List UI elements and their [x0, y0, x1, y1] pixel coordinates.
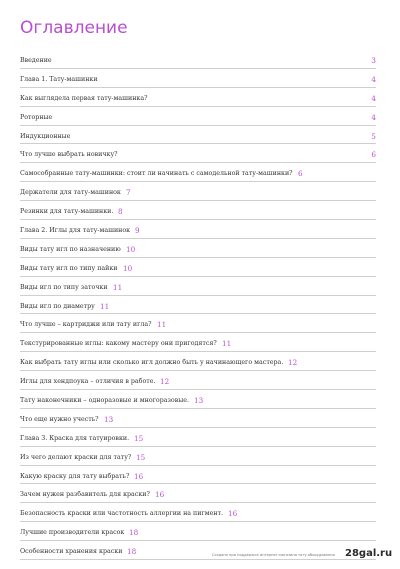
toc-row[interactable]	[20, 428, 376, 447]
toc-row-page: 15	[134, 433, 144, 443]
toc-row[interactable]	[20, 484, 376, 503]
page-title: Оглавление	[20, 18, 128, 38]
toc-row-title: Глава 1. Тату-машинки	[20, 75, 98, 83]
toc-row-page: 16	[134, 471, 144, 481]
toc-row-page: 6	[371, 150, 376, 160]
toc-row-title: Лучшие производители красок	[20, 529, 125, 537]
toc-row-page: 3	[371, 56, 376, 65]
toc-row-title: Тату наконечники – одноразовые и многоразовые.	[20, 397, 190, 405]
toc-row-title: Из чего делают краски для тату?	[20, 453, 132, 461]
toc-row-title: Держатели для тату-машинок	[20, 189, 121, 197]
toc-row-title: Что лучше – картриджи или тату игла?	[20, 321, 152, 329]
toc-row[interactable]	[20, 409, 376, 428]
toc-row-title: Что еще нужно учесть?	[20, 415, 99, 423]
table-of-contents	[20, 50, 376, 560]
toc-row[interactable]	[20, 220, 376, 239]
toc-row[interactable]	[20, 50, 376, 69]
toc-row-page: 13	[104, 414, 114, 424]
toc-row-page: 10	[123, 263, 133, 273]
toc-row[interactable]	[20, 69, 376, 88]
toc-row-title: Текстурированные иглы: какому мастеру они пригодятся?	[20, 340, 217, 348]
toc-row-page: 4	[371, 74, 376, 84]
toc-row-title: Особенности хранения краски	[20, 548, 123, 556]
toc-row-page: 6	[298, 169, 303, 179]
toc-row-title: Виды игл по диаметру	[20, 302, 95, 310]
toc-row-page: 18	[127, 547, 137, 557]
toc-row-page: 16	[155, 490, 165, 500]
toc-row-title: Индукционные	[20, 132, 71, 140]
toc-row-page: 11	[100, 301, 110, 311]
toc-row-page: 4	[371, 112, 376, 122]
toc-row-title: Какую краску для тату выбрать?	[20, 472, 130, 480]
toc-row[interactable]	[20, 107, 376, 126]
toc-row-title: Самособранные тату-машинки: стоит ли начинать с самодельной тату-машинки?	[20, 170, 293, 178]
toc-row[interactable]	[20, 88, 376, 107]
toc-row[interactable]	[20, 447, 376, 466]
toc-row-page: 18	[129, 528, 139, 538]
toc-row[interactable]	[20, 182, 376, 201]
toc-row[interactable]	[20, 126, 376, 145]
toc-row-page: 8	[118, 207, 123, 217]
toc-row-title: Как выглядела первая тату-машинка?	[20, 94, 148, 102]
toc-row-title: Виды игл по типу заточки	[20, 283, 108, 291]
toc-row-page: 16	[228, 509, 238, 519]
toc-row-page: 12	[288, 358, 298, 368]
toc-row[interactable]	[20, 371, 376, 390]
toc-row[interactable]	[20, 390, 376, 409]
toc-row-page: 15	[136, 452, 146, 462]
toc-row-title: Введение	[20, 57, 52, 64]
toc-row[interactable]	[20, 333, 376, 352]
toc-row-page: 13	[194, 396, 204, 406]
toc-row-page: 9	[135, 226, 140, 236]
toc-row-title: Виды тату игл по типу пайки	[20, 264, 118, 272]
toc-row-title: Виды тату игл по назначению	[20, 245, 121, 253]
footer-logo-text: 28gal.ru	[345, 548, 393, 559]
toc-row[interactable]	[20, 277, 376, 296]
toc-row-page: 4	[371, 93, 376, 103]
toc-row[interactable]	[20, 296, 376, 315]
toc-row[interactable]	[20, 352, 376, 371]
toc-row[interactable]	[20, 239, 376, 258]
toc-row-page: 5	[371, 131, 376, 141]
toc-row-title: Как выбрать тату иглы или сколько игл должно быть у начинающего мастера.	[20, 359, 284, 367]
toc-row[interactable]	[20, 258, 376, 277]
toc-row-title: Что лучше выбрать новичку?	[20, 151, 118, 159]
toc-row-title: Роторные	[20, 113, 53, 121]
toc-row-title: Глава 2. Иглы для тату-машинок	[20, 227, 131, 235]
toc-row[interactable]	[20, 163, 376, 182]
toc-row-page: 10	[126, 244, 136, 254]
toc-row-page: 11	[113, 282, 123, 292]
toc-row-title: Иглы для хендпоука – отличия в работе.	[20, 378, 156, 386]
footer-text: Создано при поддержке интернет-магазина тату-оборудования	[212, 553, 335, 557]
toc-row[interactable]	[20, 522, 376, 541]
toc-row-page: 12	[160, 377, 170, 387]
toc-row-title: Резинки для тату-машинки.	[20, 208, 114, 216]
toc-row-page: 11	[157, 320, 167, 330]
toc-row-title: Безопасность краски или частотность аллергии на пигмент.	[20, 510, 224, 518]
toc-row[interactable]	[20, 466, 376, 485]
toc-row[interactable]	[20, 314, 376, 333]
toc-row-title: Глава 3. Краска для татуировки.	[20, 434, 130, 442]
toc-row-page: 7	[126, 188, 131, 198]
toc-row[interactable]	[20, 201, 376, 220]
toc-row[interactable]	[20, 503, 376, 522]
footer-logo[interactable]	[345, 548, 392, 560]
toc-row[interactable]	[20, 144, 376, 163]
footer	[212, 548, 393, 562]
toc-row-page: 11	[222, 339, 232, 349]
toc-row-title: Зачем нужен разбавитель для краски?	[20, 491, 150, 499]
